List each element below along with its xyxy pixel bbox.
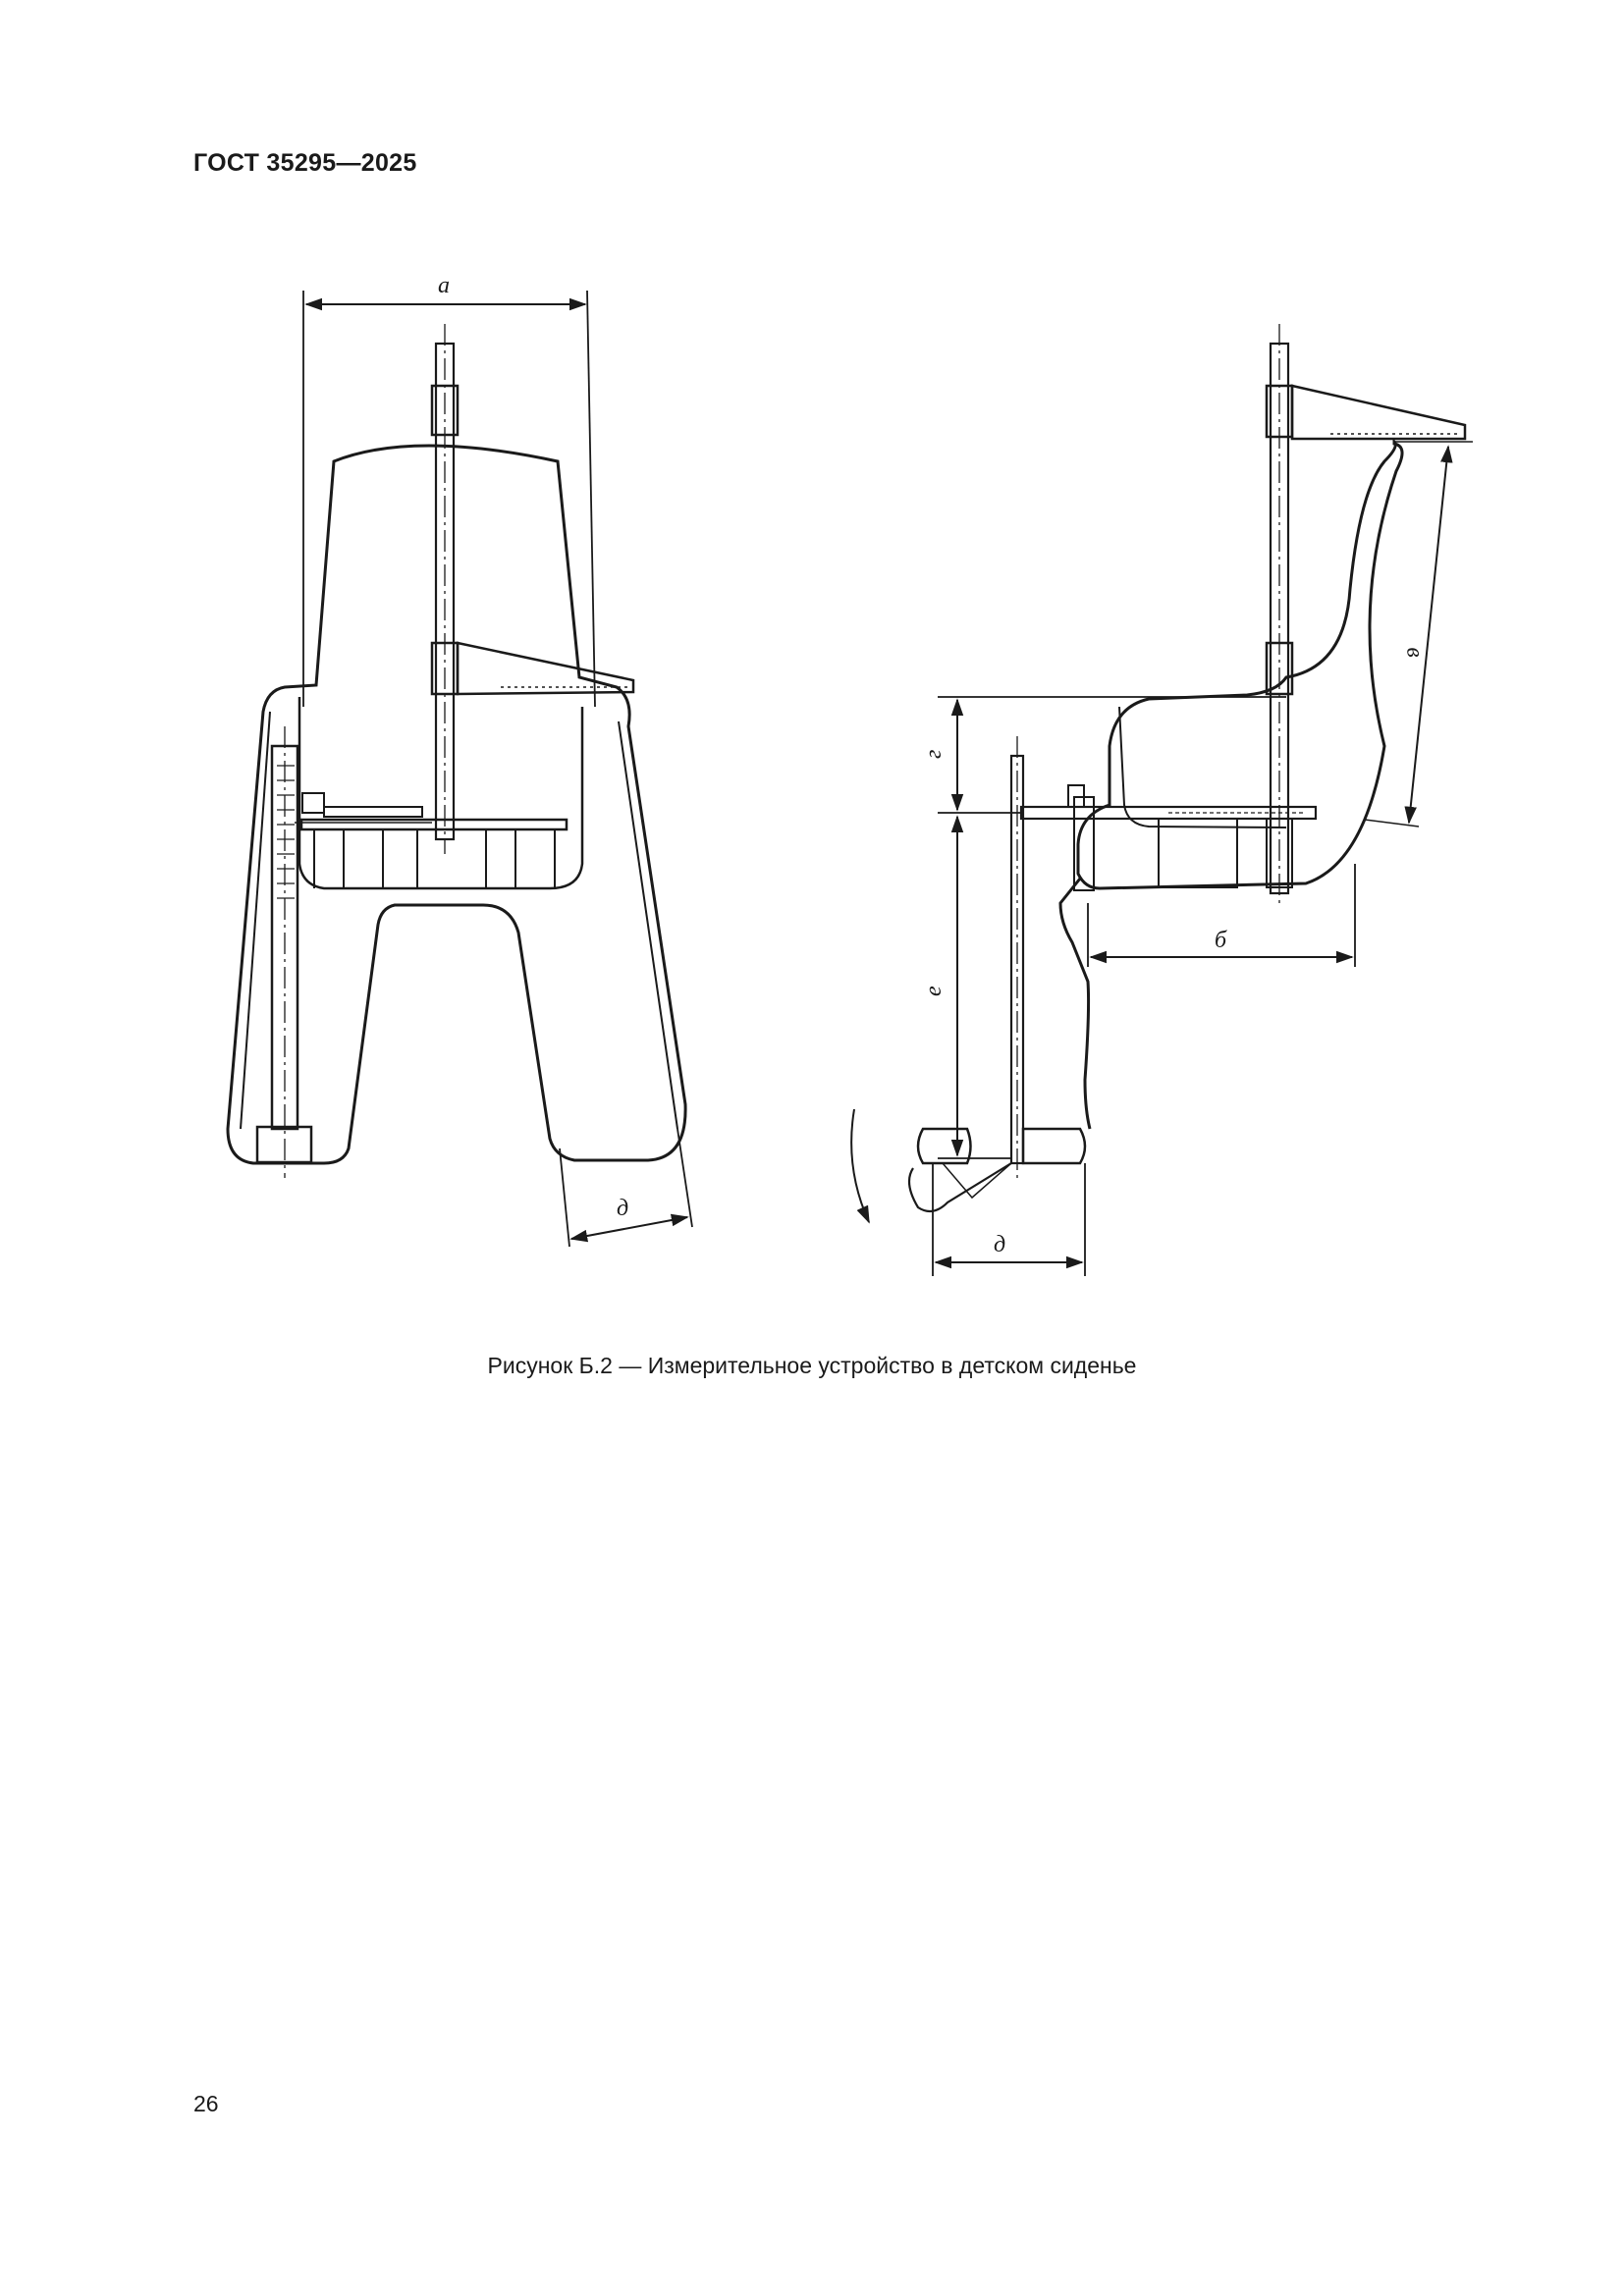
front-view [228, 291, 692, 1247]
rotation-arrow [851, 1109, 869, 1222]
side-view [851, 324, 1473, 1276]
label-d-front: д [617, 1196, 629, 1221]
label-e: е [921, 986, 947, 996]
dimension-d-front-line [571, 1217, 687, 1239]
label-b: б [1215, 928, 1227, 953]
document-header: ГОСТ 35295—2025 [193, 149, 417, 177]
label-v: в [1401, 645, 1428, 659]
side-seat-outline [1078, 442, 1402, 888]
label-d-side: д [994, 1232, 1006, 1257]
page-number: 26 [193, 2091, 219, 2116]
label-a: а [438, 273, 450, 298]
label-g: г [921, 749, 947, 759]
figure-caption: Рисунок Б.2 — Измерительное устройство в детском сиденье [487, 1353, 1137, 1378]
dimension-v-line [1409, 447, 1448, 823]
